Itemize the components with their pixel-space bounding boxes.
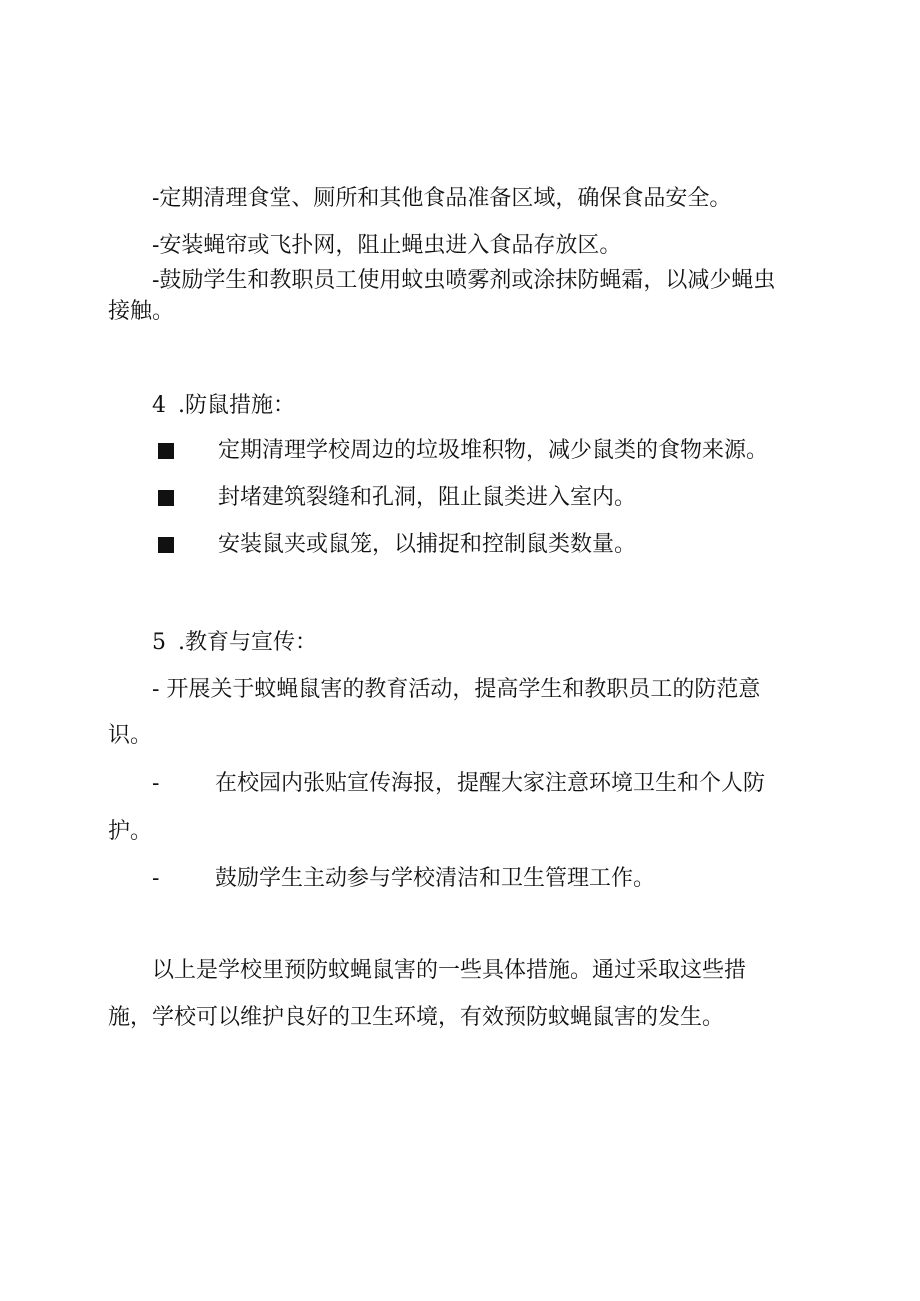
rodent-measure-2: 封堵建筑裂缝和孔洞，阻止鼠类进入室内。: [218, 485, 637, 510]
rodent-measure-3: 安装鼠夹或鼠笼，以捕捉和控制鼠类数量。: [218, 532, 637, 557]
education-item-1: - 开展关于蚊蝇鼠害的教育活动，提高学生和教职员工的防范意: [152, 677, 761, 702]
dash-marker: -: [152, 771, 160, 796]
fly-measure-2: -安装蝇帘或飞扑网，阻止蝇虫进入食品存放区。: [152, 233, 622, 258]
section-5-number: 5: [152, 630, 166, 655]
section-4-title: .防鼠措施：: [178, 393, 295, 418]
fly-measure-3: -鼓励学生和教职员工使用蚊虫喷雾剂或涂抹防蝇霜，以减少蝇虫: [152, 268, 776, 293]
section-4-number: 4: [152, 393, 166, 418]
section-5-heading: [152, 630, 862, 656]
fly-measure-3-cont: 接触。: [108, 299, 175, 324]
dash-marker: -: [152, 866, 160, 891]
conclusion-line-2: 施，学校可以维护良好的卫生环境，有效预防蚊蝇鼠害的发生。: [108, 1005, 725, 1030]
fly-measure-1: -定期清理食堂、厕所和其他食品准备区域，确保食品安全。: [152, 186, 732, 211]
education-item-2-cont: 护。: [108, 819, 153, 844]
rodent-measure-1: 定期清理学校周边的垃圾堆积物，减少鼠类的食物来源。: [218, 438, 769, 463]
square-bullet-icon: [158, 443, 174, 459]
square-bullet-icon: [158, 537, 174, 553]
education-item-3: 鼓励学生主动参与学校清洁和卫生管理工作。: [215, 866, 656, 891]
square-bullet-icon: [158, 490, 174, 506]
section-4-heading: [152, 393, 862, 419]
section-5-title: .教育与宣传：: [178, 630, 317, 655]
conclusion-line-1: 以上是学校里预防蚊蝇鼠害的一些具体措施。通过采取这些措: [152, 958, 747, 983]
education-item-1-cont: 识。: [108, 723, 153, 748]
education-item-2: 在校园内张贴宣传海报，提醒大家注意环境卫生和个人防: [215, 771, 766, 796]
